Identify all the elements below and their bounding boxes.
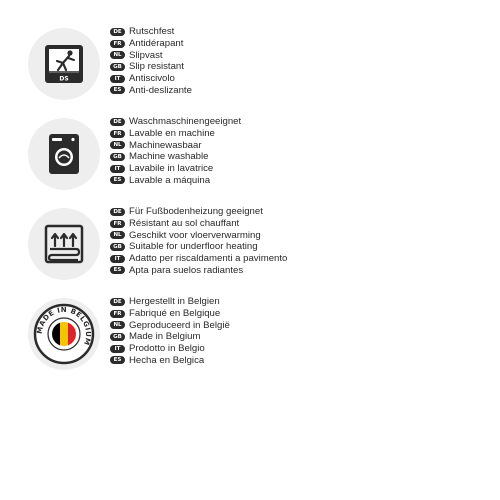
language-badge: ES: [110, 356, 125, 364]
language-badge: NL: [110, 141, 125, 149]
language-badge: FR: [110, 130, 125, 138]
language-badge: DE: [110, 298, 125, 306]
language-badge: DE: [110, 28, 125, 36]
language-list: [110, 296, 230, 366]
list-item: [110, 354, 230, 366]
feature-label: Antiscivolo: [129, 73, 175, 85]
language-badge: FR: [110, 40, 125, 48]
language-badge: FR: [110, 310, 125, 318]
language-list: [110, 26, 192, 96]
feature-label: Hecha en Belgica: [129, 354, 205, 366]
feature-label: Für Fußbodenheizung geeignet: [129, 206, 263, 218]
language-badge: FR: [110, 220, 125, 228]
feature-label: Adatto per riscaldamenti a pavimento: [129, 253, 288, 265]
language-badge: NL: [110, 51, 125, 59]
list-item: [110, 84, 192, 96]
washing-machine-icon: [28, 118, 100, 190]
language-badge: NL: [110, 231, 125, 239]
underfloor-heating-icon: [28, 208, 100, 280]
language-badge: ES: [110, 176, 125, 184]
list-item: [110, 296, 230, 308]
language-badge: IT: [110, 75, 125, 83]
list-item: [110, 38, 192, 50]
language-badge: GB: [110, 63, 125, 71]
feature-label: Waschmaschinengeeignet: [129, 116, 242, 128]
list-item: [110, 128, 241, 140]
list-item: [110, 174, 241, 186]
made-in-belgium-seal-icon: [28, 298, 100, 370]
feature-label: Geschikt voor vloerverwarming: [129, 229, 261, 241]
language-badge: IT: [110, 255, 125, 263]
list-item: [110, 331, 230, 343]
feature-label: Machine washable: [129, 151, 209, 163]
list-item: [110, 343, 230, 355]
feature-label: Lavable a máquina: [129, 174, 211, 186]
language-badge: DE: [110, 118, 125, 126]
language-badge: IT: [110, 345, 125, 353]
language-badge: ES: [110, 266, 125, 274]
feature-label: Résistant au sol chauffant: [129, 218, 240, 230]
language-badge: IT: [110, 165, 125, 173]
slip-resistant-icon: [28, 28, 100, 100]
list-item: [110, 319, 230, 331]
feature-label: Antidérapant: [129, 38, 184, 50]
feature-label: Made in Belgium: [129, 331, 201, 343]
language-badge: ES: [110, 86, 125, 94]
feature-label: Machinewasbaar: [129, 139, 202, 151]
list-item: [110, 218, 287, 230]
list-item: [110, 206, 287, 218]
slip-resistant-icon-text: DS: [59, 75, 69, 83]
language-badge: GB: [110, 333, 125, 341]
list-item: [110, 73, 192, 85]
feature-label: Anti-deslizante: [129, 84, 192, 96]
list-item: [110, 151, 241, 163]
feature-label: Hergestellt in Belgien: [129, 296, 220, 308]
list-item: [110, 61, 192, 73]
language-badge: NL: [110, 321, 125, 329]
language-badge: GB: [110, 243, 125, 251]
list-item: [110, 163, 241, 175]
feature-label: Lavabile in lavatrice: [129, 163, 214, 175]
feature-label: Slip resistant: [129, 61, 184, 73]
feature-label: Lavable en machine: [129, 128, 215, 140]
list-item: [110, 139, 241, 151]
list-item: [110, 241, 287, 253]
list-item: [110, 116, 241, 128]
feature-label: Geproduceerd in België: [129, 319, 230, 331]
feature-label: Fabriqué en Belgique: [129, 308, 221, 320]
feature-underfloor-heating: [0, 206, 500, 286]
list-item: [110, 308, 230, 320]
seal-text: MADE IN BELGIUM: [35, 305, 93, 347]
list-item: [110, 26, 192, 38]
feature-label: Slipvast: [129, 49, 163, 61]
feature-label: Apta para suelos radiantes: [129, 264, 244, 276]
list-item: [110, 49, 192, 61]
feature-label: Rutschfest: [129, 26, 175, 38]
language-badge: DE: [110, 208, 125, 216]
feature-label: Suitable for underfloor heating: [129, 241, 258, 253]
feature-label: Prodotto in Belgio: [129, 343, 205, 355]
language-list: [110, 116, 241, 186]
list-item: [110, 253, 287, 265]
language-badge: GB: [110, 153, 125, 161]
list-item: [110, 264, 287, 276]
feature-machine-washable: [0, 116, 500, 196]
feature-slip-resistant: [0, 26, 500, 106]
language-list: [110, 206, 287, 276]
feature-made-in-belgium: [0, 296, 500, 376]
list-item: [110, 229, 287, 241]
